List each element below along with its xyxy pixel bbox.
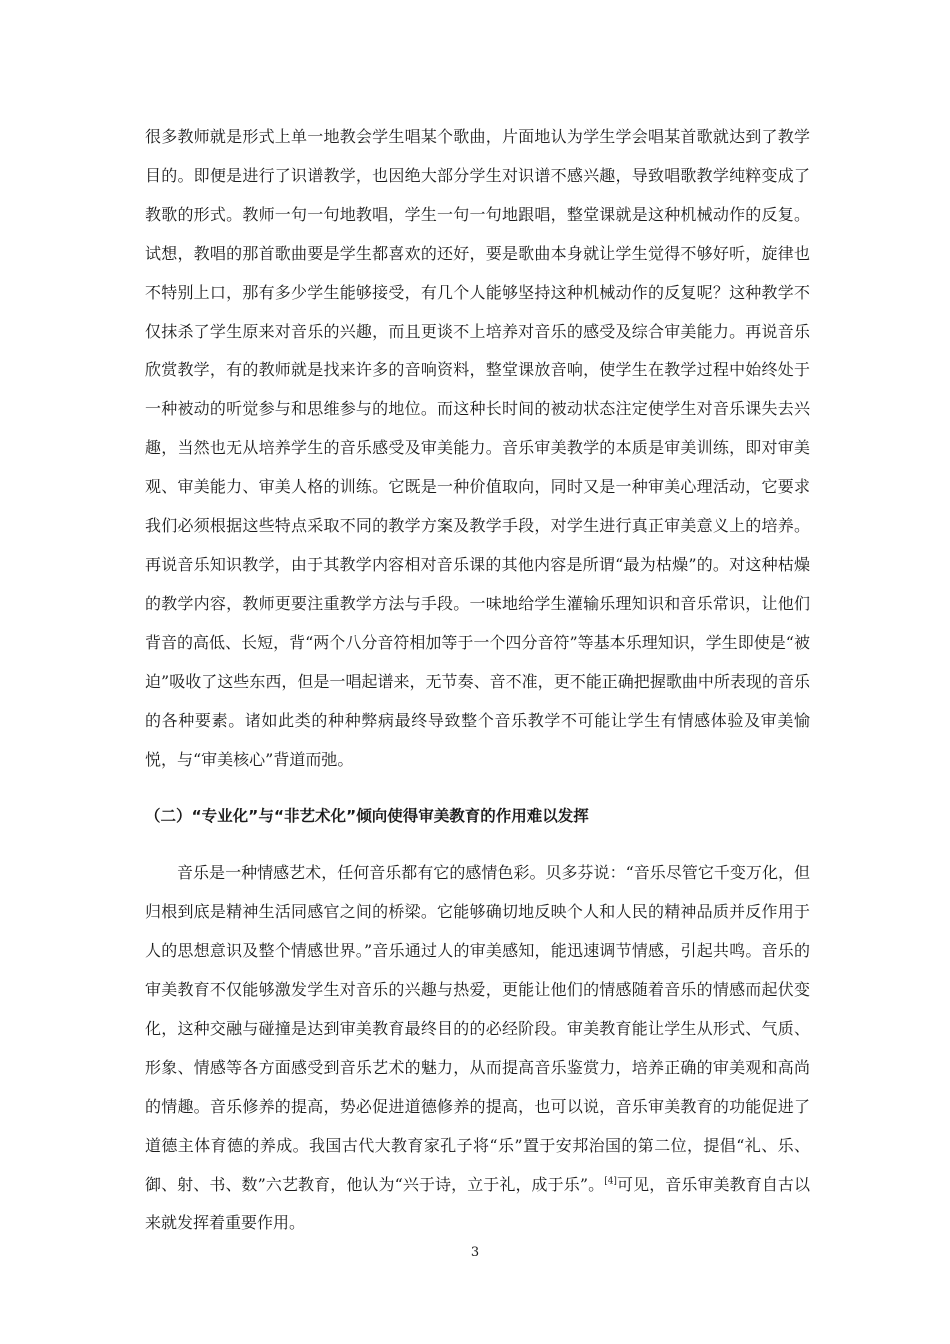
page-number: 3 — [470, 1245, 480, 1260]
paragraph-text-after-citation: 可见，音乐审美教育自古以来就发挥着重要作用。 — [145, 1174, 810, 1233]
body-paragraph — [145, 854, 810, 1243]
paragraph-text-before-citation: 音乐是一种情感艺术，任何音乐都有它的感情色彩。贝多芬说：“音乐尽管它千变万化，但归根到底是精神生活同感官之间的桥梁。它能够确切地反映个人和人民的精神品质并反作用于人的思想意识及整个情感世界。”音乐通过人的审美感知，能迅速调节情感，引起共鸣。音乐的审美教育不仅能够激发学生对音乐的兴趣与热爱，更能让他们的情感随着音乐的情感而起伏变化，这种交融与碰撞是达到审美教育最终目的的必经阶段。审美教育能让学生从形式、气质、形象、情感等各方面感受到音乐艺术的魅力，从而提高音乐鉴赏力，培养正确的审美观和高尚的情趣。音乐修养的提高，势必促进道德修养的提高，也可以说，音乐审美教育的功能促进了道德主体育德的养成。我国古代大教育家孔子将“乐”置于安邦治国的第二位，提倡“礼、乐、御、射、书、数”六艺教育，他认为“兴于诗，立于礼，成于乐”。 — [145, 863, 810, 1194]
citation-reference[interactable]: [4] — [604, 1176, 617, 1187]
section-heading: （二）“专业化”与“非艺术化”倾向使得审美教育的作用难以发挥 — [145, 807, 589, 826]
body-paragraph-continued: 很多教师就是形式上单一地教会学生唱某个歌曲，片面地认为学生学会唱某首歌就达到了教学目的。即便是进行了识谱教学，也因绝大部分学生对识谱不感兴趣，导致唱歌教学纯粹变成了教歌的形式。教师一句一句地教唱，学生一句一句地跟唱，整堂课就是这种机械动作的反复。试想，教唱的那首歌曲要是学生都喜欢的还好，要是歌曲本身就让学生觉得不够好听，旋律也不特别上口，那有多少学生能够接受，有几个人能够坚持这种机械动作的反复呢？这种教学不仅抹杀了学生原来对音乐的兴趣，而且更谈不上培养对音乐的感受及综合审美能力。再说音乐欣赏教学，有的教师就是找来许多的音响资料，整堂课放音响，使学生在教学过程中始终处于一种被动的听觉参与和思维参与的地位。而这种长时间的被动状态注定使学生对音乐课失去兴趣，当然也无从培养学生的音乐感受及审美能力。音乐审美教学的本质是审美训练，即对审美观、审美能力、审美人格的训练。它既是一种价值取向，同时又是一种审美心理活动，它要求我们必须根据这些特点采取不同的教学方案及教学手段，对学生进行真正审美意义上的培养。再说音乐知识教学，由于其教学内容相对音乐课的其他内容是所谓“最为枯燥”的。对这种枯燥的教学内容，教师更要注重教学方法与手段。一味地给学生灌输乐理知识和音乐常识，让他们背音的高低、长短，背“两个八分音符相加等于一个四分音符”等基本乐理知识，学生即使是“被迫”吸收了这些东西，但是一唱起谱来，无节奏、音不准，更不能正确把握歌曲中所表现的音乐的各种要素。诸如此类的种种弊病最终导致整个音乐教学不可能让学生有情感体验及审美愉悦，与“审美核心”背道而弛。 — [145, 127, 810, 769]
page-body — [145, 118, 810, 1243]
